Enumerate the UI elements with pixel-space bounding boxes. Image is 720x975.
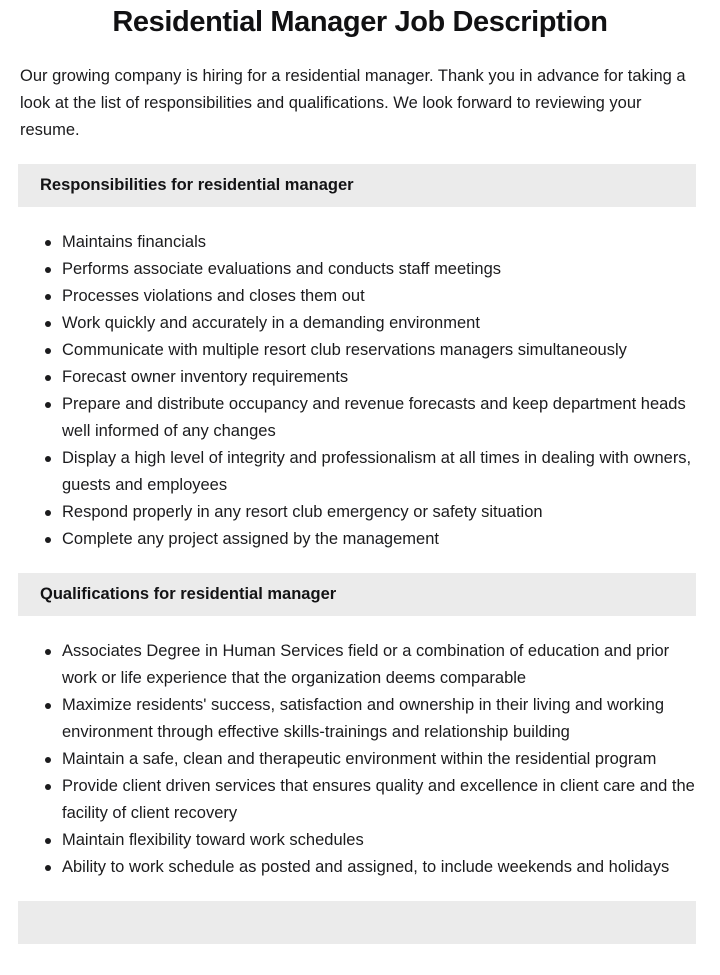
next-section-header-partial [18,901,696,944]
list-item: Communicate with multiple resort club reservations managers simultaneously [62,337,700,364]
list-item: Respond properly in any resort club emergency or safety situation [62,499,700,526]
qualifications-section-heading: Qualifications for residential manager [40,585,337,603]
qualifications-section-header [18,573,696,616]
list-item: Complete any project assigned by the management [62,526,700,553]
page-title: Residential Manager Job Description [112,6,608,38]
list-item: Display a high level of integrity and professionalism at all times in dealing with owners, guests and employees [62,445,700,499]
list-item: Prepare and distribute occupancy and revenue forecasts and keep department heads well informed of any changes [62,391,700,445]
qualifications-list [0,638,720,881]
intro-paragraph: Our growing company is hiring for a residential manager. Thank you in advance for taking a look at the list of responsibilities and qualifications. We look forward to reviewing your resume. [20,67,686,139]
list-item: Processes violations and closes them out [62,283,700,310]
list-item: Maintains financials [62,229,700,256]
list-item: Performs associate evaluations and conducts staff meetings [62,256,700,283]
responsibilities-section-header [18,164,696,207]
responsibilities-list [0,229,720,553]
list-item: Maintain flexibility toward work schedules [62,827,700,854]
list-item: Maintain a safe, clean and therapeutic environment within the residential program [62,746,700,773]
list-item: Work quickly and accurately in a demanding environment [62,310,700,337]
list-item: Maximize residents' success, satisfaction and ownership in their living and working environment through effective skills-trainings and relationship building [62,692,700,746]
list-item: Forecast owner inventory requirements [62,364,700,391]
list-item: Provide client driven services that ensures quality and excellence in client care and the facility of client recovery [62,773,700,827]
list-item: Associates Degree in Human Services field or a combination of education and prior work or life experience that the organization deems comparable [62,638,700,692]
responsibilities-section-heading: Responsibilities for residential manager [40,176,354,194]
list-item: Ability to work schedule as posted and assigned, to include weekends and holidays [62,854,700,881]
